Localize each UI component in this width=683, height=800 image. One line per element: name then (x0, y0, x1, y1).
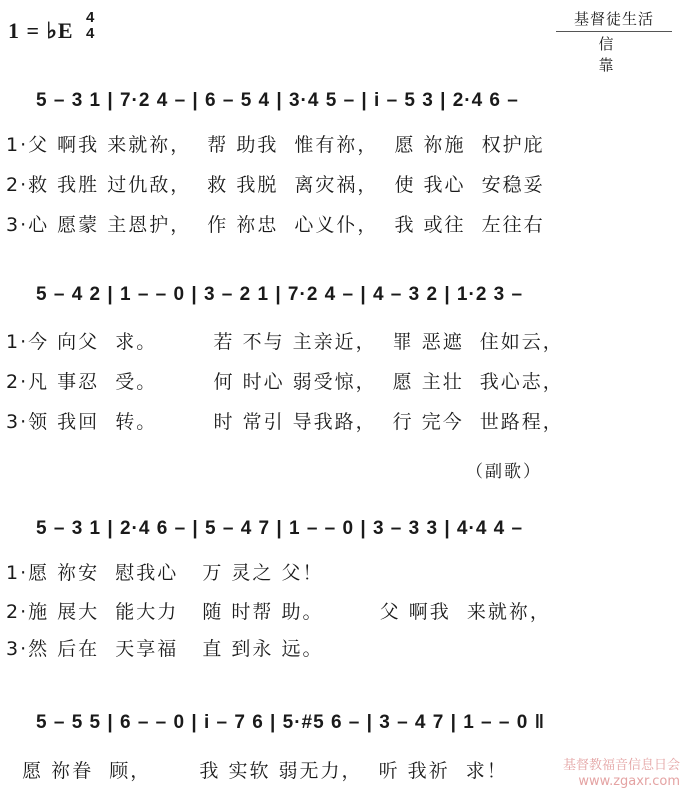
category-label: 基督徒生活 (556, 8, 672, 32)
watermark-line-1: 基督教福音信息日会 (562, 758, 680, 773)
lyric-line-1-verse-2: 2·救 我胜 过仇敌， 救 我脱 离灾祸， 使 我心 安稳妥 (6, 174, 545, 196)
lyric-line-2-verse-3: 3·领 我回 转。 时 常引 导我路， 行 完今 世路程， (6, 411, 564, 433)
meter-bottom: 4 (86, 25, 95, 42)
notation-line-2: 5 – 4 2 | 1 – – 0 | 3 – 2 1 | 7·2 4 – | 4 – 3 2 | 1·2 3 – (36, 284, 524, 305)
notation-line-1: 5 – 3 1 | 7·2 4 – | 6 – 5 4 | 3·4 5 – | i – 5 3 | 2·4 6 – (36, 90, 519, 111)
lyric-line-3-verse-1: 1·愿 祢安 慰我心 万 灵之 父！ (6, 562, 324, 584)
lyric-line-2-verse-2: 2·凡 事忍 受。 何 时心 弱受惊， 愿 主壮 我心志， (6, 371, 564, 393)
lyric-line-1-verse-3: 3·心 愿蒙 主恩护， 作 祢忠 心义仆， 我 或往 左往右 (6, 214, 545, 236)
chorus-label: （副歌） (466, 462, 542, 482)
time-signature (86, 10, 94, 42)
meter-top: 4 (86, 9, 95, 26)
notation-line-3: 5 – 3 1 | 2·4 6 – | 5 – 4 7 | 1 – – 0 | 3 – 3 3 | 4·4 4 – (36, 518, 524, 539)
lyric-line-4: 愿 祢眷 顾， 我 实软 弱无力， 听 我祈 求！ (6, 760, 508, 782)
lyric-line-1-verse-1: 1·父 啊我 来就祢， 帮 助我 惟有祢， 愿 祢施 权护庇 (6, 134, 545, 156)
lyric-line-3-verse-3: 3·然 后在 天享福 直 到永 远。 (6, 638, 324, 660)
watermark (540, 758, 680, 790)
key-signature: 1 = ♭E (8, 18, 74, 43)
watermark-line-2: www.zgaxr.com (578, 774, 680, 789)
source-label: 信 靠 (598, 35, 648, 74)
lyric-line-2-verse-1: 1·今 向父 求。 若 不与 主亲近， 罪 恶遮 住如云， (6, 331, 564, 353)
song-meta (556, 8, 672, 75)
notation-line-4: 5 – 5 5 | 6 – – 0 | i – 7 6 | 5·#5 6 – | 3 – 4 7 | 1 – – 0 ‖ (36, 712, 546, 733)
lyric-line-3-verse-2: 2·施 展大 能大力 随 时帮 助。 父 啊我 来就祢， (6, 601, 551, 623)
